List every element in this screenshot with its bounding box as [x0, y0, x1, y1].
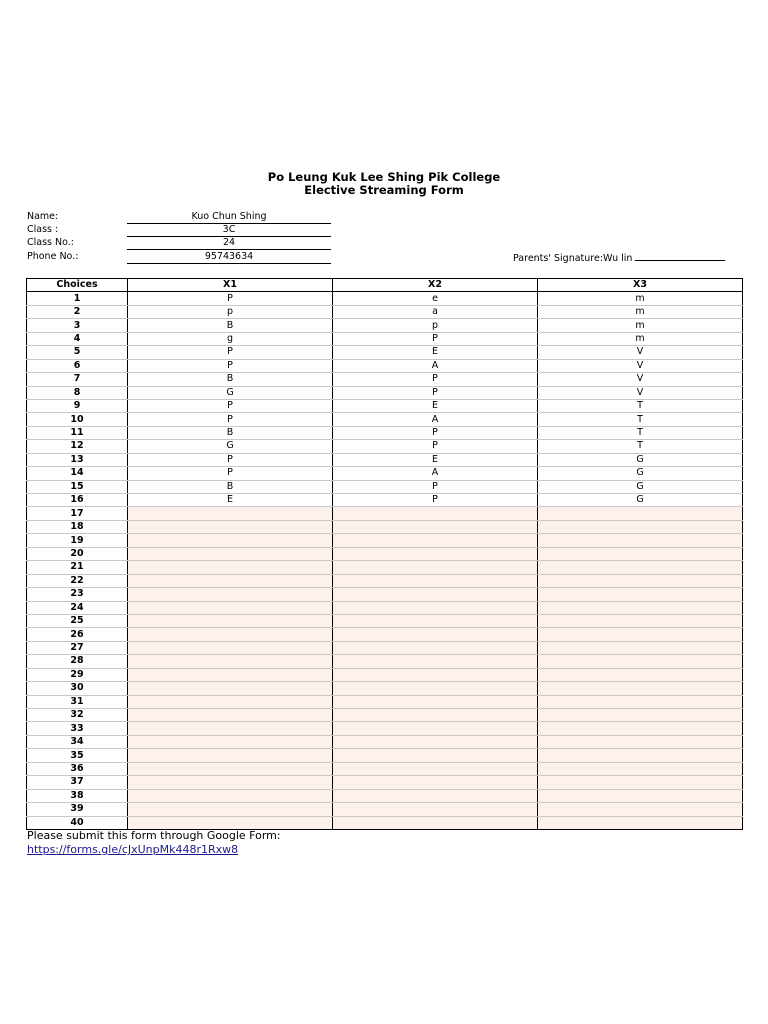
submit-instruction: Please submit this form through Google Form:: [27, 829, 281, 842]
choice-input-x1[interactable]: [128, 534, 333, 547]
choice-cell-x3: m: [538, 305, 743, 318]
choice-input-x1[interactable]: [128, 574, 333, 587]
choice-cell-x3: G: [538, 480, 743, 493]
choice-number: 36: [27, 762, 128, 775]
table-row: [27, 682, 743, 695]
choice-input-x3[interactable]: [538, 574, 743, 587]
choice-input-x3[interactable]: [538, 682, 743, 695]
choice-input-x3[interactable]: [538, 722, 743, 735]
table-row: [27, 722, 743, 735]
choice-number: 10: [27, 413, 128, 426]
table-row: [27, 601, 743, 614]
table-row: [27, 520, 743, 533]
choice-number: 7: [27, 373, 128, 386]
choice-cell-x3: T: [538, 440, 743, 453]
choice-number: 28: [27, 655, 128, 668]
choice-input-x3[interactable]: [538, 749, 743, 762]
signature-line: [635, 251, 725, 261]
choice-input-x3[interactable]: [538, 520, 743, 533]
choice-input-x3[interactable]: [538, 816, 743, 829]
choice-input-x2[interactable]: [333, 803, 538, 816]
choice-cell-x1: B: [128, 480, 333, 493]
table-row: [27, 453, 743, 466]
choice-input-x1[interactable]: [128, 507, 333, 520]
choice-input-x2[interactable]: [333, 655, 538, 668]
choice-input-x1[interactable]: [128, 682, 333, 695]
choice-number: 20: [27, 547, 128, 560]
choice-input-x2[interactable]: [333, 574, 538, 587]
choice-number: 30: [27, 682, 128, 695]
table-row: [27, 373, 743, 386]
header-x2: X2: [333, 279, 538, 292]
choice-input-x2[interactable]: [333, 534, 538, 547]
choice-cell-x1: P: [128, 399, 333, 412]
choice-cell-x1: P: [128, 453, 333, 466]
choice-input-x2[interactable]: [333, 547, 538, 560]
table-row: [27, 494, 743, 507]
table-row: [27, 332, 743, 345]
choice-input-x3[interactable]: [538, 803, 743, 816]
choice-cell-x2: E: [333, 399, 538, 412]
choice-cell-x2: A: [333, 359, 538, 372]
choice-input-x1[interactable]: [128, 561, 333, 574]
choice-number: 6: [27, 359, 128, 372]
table-row: [27, 292, 743, 305]
choice-input-x3[interactable]: [538, 776, 743, 789]
choice-input-x3[interactable]: [538, 614, 743, 627]
choice-input-x1[interactable]: [128, 641, 333, 654]
choice-input-x2[interactable]: [333, 709, 538, 722]
choice-number: 32: [27, 709, 128, 722]
choice-input-x2[interactable]: [333, 668, 538, 681]
choice-input-x1[interactable]: [128, 816, 333, 829]
choice-number: 34: [27, 735, 128, 748]
table-row: [27, 534, 743, 547]
choice-cell-x3: G: [538, 494, 743, 507]
choice-input-x3[interactable]: [538, 655, 743, 668]
choice-number: 15: [27, 480, 128, 493]
choice-cell-x1: g: [128, 332, 333, 345]
table-row: [27, 413, 743, 426]
header-choices: Choices: [27, 279, 128, 292]
table-header-row: [27, 279, 743, 292]
signature-label: Parents' Signature:: [513, 253, 604, 264]
choice-number: 33: [27, 722, 128, 735]
choice-cell-x2: P: [333, 332, 538, 345]
header-x1: X1: [128, 279, 333, 292]
choice-number: 11: [27, 426, 128, 439]
choice-cell-x1: B: [128, 373, 333, 386]
choice-number: 2: [27, 305, 128, 318]
choice-number: 18: [27, 520, 128, 533]
parents-signature: [513, 251, 725, 265]
choice-input-x1[interactable]: [128, 520, 333, 533]
choice-number: 27: [27, 641, 128, 654]
choice-cell-x2: p: [333, 319, 538, 332]
choice-input-x2[interactable]: [333, 520, 538, 533]
choices-table: [26, 278, 743, 830]
choice-input-x1[interactable]: [128, 695, 333, 708]
choice-number: 38: [27, 789, 128, 802]
choice-cell-x1: B: [128, 319, 333, 332]
choice-input-x2[interactable]: [333, 682, 538, 695]
choice-input-x3[interactable]: [538, 628, 743, 641]
name-value: Kuo Chun Shing: [127, 211, 331, 224]
choice-input-x3[interactable]: [538, 547, 743, 560]
choice-cell-x1: P: [128, 359, 333, 372]
choice-number: 16: [27, 494, 128, 507]
choice-input-x2[interactable]: [333, 695, 538, 708]
choice-input-x2[interactable]: [333, 749, 538, 762]
choice-cell-x2: A: [333, 413, 538, 426]
table-body: [27, 292, 743, 830]
class-label: Class :: [27, 224, 59, 235]
choice-input-x2[interactable]: [333, 641, 538, 654]
choice-number: 25: [27, 614, 128, 627]
choice-number: 12: [27, 440, 128, 453]
choice-input-x2[interactable]: [333, 614, 538, 627]
choice-cell-x2: P: [333, 386, 538, 399]
choice-cell-x1: B: [128, 426, 333, 439]
choice-input-x3[interactable]: [538, 588, 743, 601]
choice-cell-x3: T: [538, 426, 743, 439]
choice-input-x1[interactable]: [128, 749, 333, 762]
table-row: [27, 561, 743, 574]
choice-number: 37: [27, 776, 128, 789]
choice-number: 31: [27, 695, 128, 708]
choice-cell-x1: P: [128, 346, 333, 359]
choice-cell-x2: a: [333, 305, 538, 318]
choice-input-x2[interactable]: [333, 601, 538, 614]
choice-input-x2[interactable]: [333, 762, 538, 775]
choice-number: 3: [27, 319, 128, 332]
choice-input-x2[interactable]: [333, 507, 538, 520]
choice-number: 17: [27, 507, 128, 520]
table-row: [27, 668, 743, 681]
table-row: [27, 359, 743, 372]
choice-input-x3[interactable]: [538, 735, 743, 748]
table-row: [27, 319, 743, 332]
choice-input-x2[interactable]: [333, 789, 538, 802]
choice-input-x1[interactable]: [128, 547, 333, 560]
choice-cell-x3: V: [538, 346, 743, 359]
choice-number: 8: [27, 386, 128, 399]
choice-cell-x1: P: [128, 413, 333, 426]
table-row: [27, 386, 743, 399]
choice-number: 21: [27, 561, 128, 574]
choice-input-x3[interactable]: [538, 668, 743, 681]
table-row: [27, 628, 743, 641]
choice-input-x2[interactable]: [333, 735, 538, 748]
choice-input-x3[interactable]: [538, 601, 743, 614]
table-row: [27, 789, 743, 802]
choice-number: 5: [27, 346, 128, 359]
table-row: [27, 776, 743, 789]
table-row: [27, 803, 743, 816]
choice-input-x1[interactable]: [128, 614, 333, 627]
choice-cell-x3: G: [538, 467, 743, 480]
choice-number: 14: [27, 467, 128, 480]
table-row: [27, 346, 743, 359]
choice-number: 24: [27, 601, 128, 614]
table-row: [27, 440, 743, 453]
choice-number: 19: [27, 534, 128, 547]
choice-input-x1[interactable]: [128, 709, 333, 722]
choice-cell-x2: A: [333, 467, 538, 480]
table-row: [27, 480, 743, 493]
choice-input-x2[interactable]: [333, 816, 538, 829]
choice-number: 13: [27, 453, 128, 466]
choice-cell-x2: P: [333, 480, 538, 493]
choice-cell-x3: V: [538, 373, 743, 386]
table-row: [27, 655, 743, 668]
choice-input-x2[interactable]: [333, 588, 538, 601]
choice-cell-x1: p: [128, 305, 333, 318]
choice-cell-x3: V: [538, 359, 743, 372]
choice-cell-x2: E: [333, 346, 538, 359]
phone-label: Phone No.:: [27, 251, 79, 262]
table-row: [27, 816, 743, 829]
choice-input-x1[interactable]: [128, 655, 333, 668]
table-row: [27, 547, 743, 560]
table-row: [27, 695, 743, 708]
choice-input-x1[interactable]: [128, 789, 333, 802]
choice-input-x1[interactable]: [128, 588, 333, 601]
form-title-subtitle: Elective Streaming Form: [304, 183, 464, 197]
choice-input-x3[interactable]: [538, 561, 743, 574]
choice-cell-x3: V: [538, 386, 743, 399]
choice-cell-x1: G: [128, 386, 333, 399]
choice-input-x1[interactable]: [128, 601, 333, 614]
class-no-label: Class No.:: [27, 237, 74, 248]
choice-cell-x2: e: [333, 292, 538, 305]
choice-input-x3[interactable]: [538, 534, 743, 547]
phone-value: 95743634: [127, 251, 331, 264]
header-x3: X3: [538, 279, 743, 292]
table-row: [27, 735, 743, 748]
choice-input-x1[interactable]: [128, 628, 333, 641]
choice-cell-x1: E: [128, 494, 333, 507]
choice-number: 40: [27, 816, 128, 829]
choice-input-x3[interactable]: [538, 695, 743, 708]
class-no-value: 24: [127, 237, 331, 250]
choice-cell-x1: G: [128, 440, 333, 453]
choice-input-x1[interactable]: [128, 668, 333, 681]
choice-input-x3[interactable]: [538, 641, 743, 654]
table-row: [27, 574, 743, 587]
choice-cell-x2: P: [333, 440, 538, 453]
signature-value: Wu lin: [603, 253, 633, 264]
choice-cell-x1: P: [128, 467, 333, 480]
choice-number: 9: [27, 399, 128, 412]
choice-input-x3[interactable]: [538, 789, 743, 802]
choice-number: 1: [27, 292, 128, 305]
class-value: 3C: [127, 224, 331, 237]
choice-input-x2[interactable]: [333, 561, 538, 574]
choice-cell-x2: P: [333, 494, 538, 507]
table-row: [27, 709, 743, 722]
choice-number: 26: [27, 628, 128, 641]
choice-cell-x3: T: [538, 399, 743, 412]
choice-cell-x2: P: [333, 373, 538, 386]
choice-input-x1[interactable]: [128, 735, 333, 748]
choice-input-x2[interactable]: [333, 628, 538, 641]
choice-cell-x3: m: [538, 319, 743, 332]
table-row: [27, 588, 743, 601]
choice-input-x3[interactable]: [538, 709, 743, 722]
choice-number: 23: [27, 588, 128, 601]
table-row: [27, 507, 743, 520]
choice-input-x1[interactable]: [128, 762, 333, 775]
choice-input-x1[interactable]: [128, 722, 333, 735]
choice-cell-x1: P: [128, 292, 333, 305]
choice-number: 29: [27, 668, 128, 681]
table-row: [27, 762, 743, 775]
table-row: [27, 305, 743, 318]
table-row: [27, 641, 743, 654]
choice-input-x3[interactable]: [538, 762, 743, 775]
google-form-link[interactable]: https://forms.gle/cJxUnpMk448r1Rxw8: [27, 843, 239, 856]
choice-input-x2[interactable]: [333, 776, 538, 789]
table-row: [27, 749, 743, 762]
choice-input-x2[interactable]: [333, 722, 538, 735]
choice-cell-x3: m: [538, 292, 743, 305]
table-row: [27, 467, 743, 480]
choice-cell-x3: G: [538, 453, 743, 466]
name-label: Name:: [27, 211, 59, 222]
choice-input-x1[interactable]: [128, 776, 333, 789]
table-row: [27, 614, 743, 627]
choice-cell-x3: T: [538, 413, 743, 426]
choice-number: 22: [27, 574, 128, 587]
table-row: [27, 399, 743, 412]
table-row: [27, 426, 743, 439]
choice-cell-x2: E: [333, 453, 538, 466]
choice-number: 39: [27, 803, 128, 816]
choice-number: 35: [27, 749, 128, 762]
choice-cell-x2: P: [333, 426, 538, 439]
choice-number: 4: [27, 332, 128, 345]
form-title-school: Po Leung Kuk Lee Shing Pik College: [267, 170, 501, 184]
choice-input-x1[interactable]: [128, 803, 333, 816]
choice-cell-x3: m: [538, 332, 743, 345]
choice-input-x3[interactable]: [538, 507, 743, 520]
